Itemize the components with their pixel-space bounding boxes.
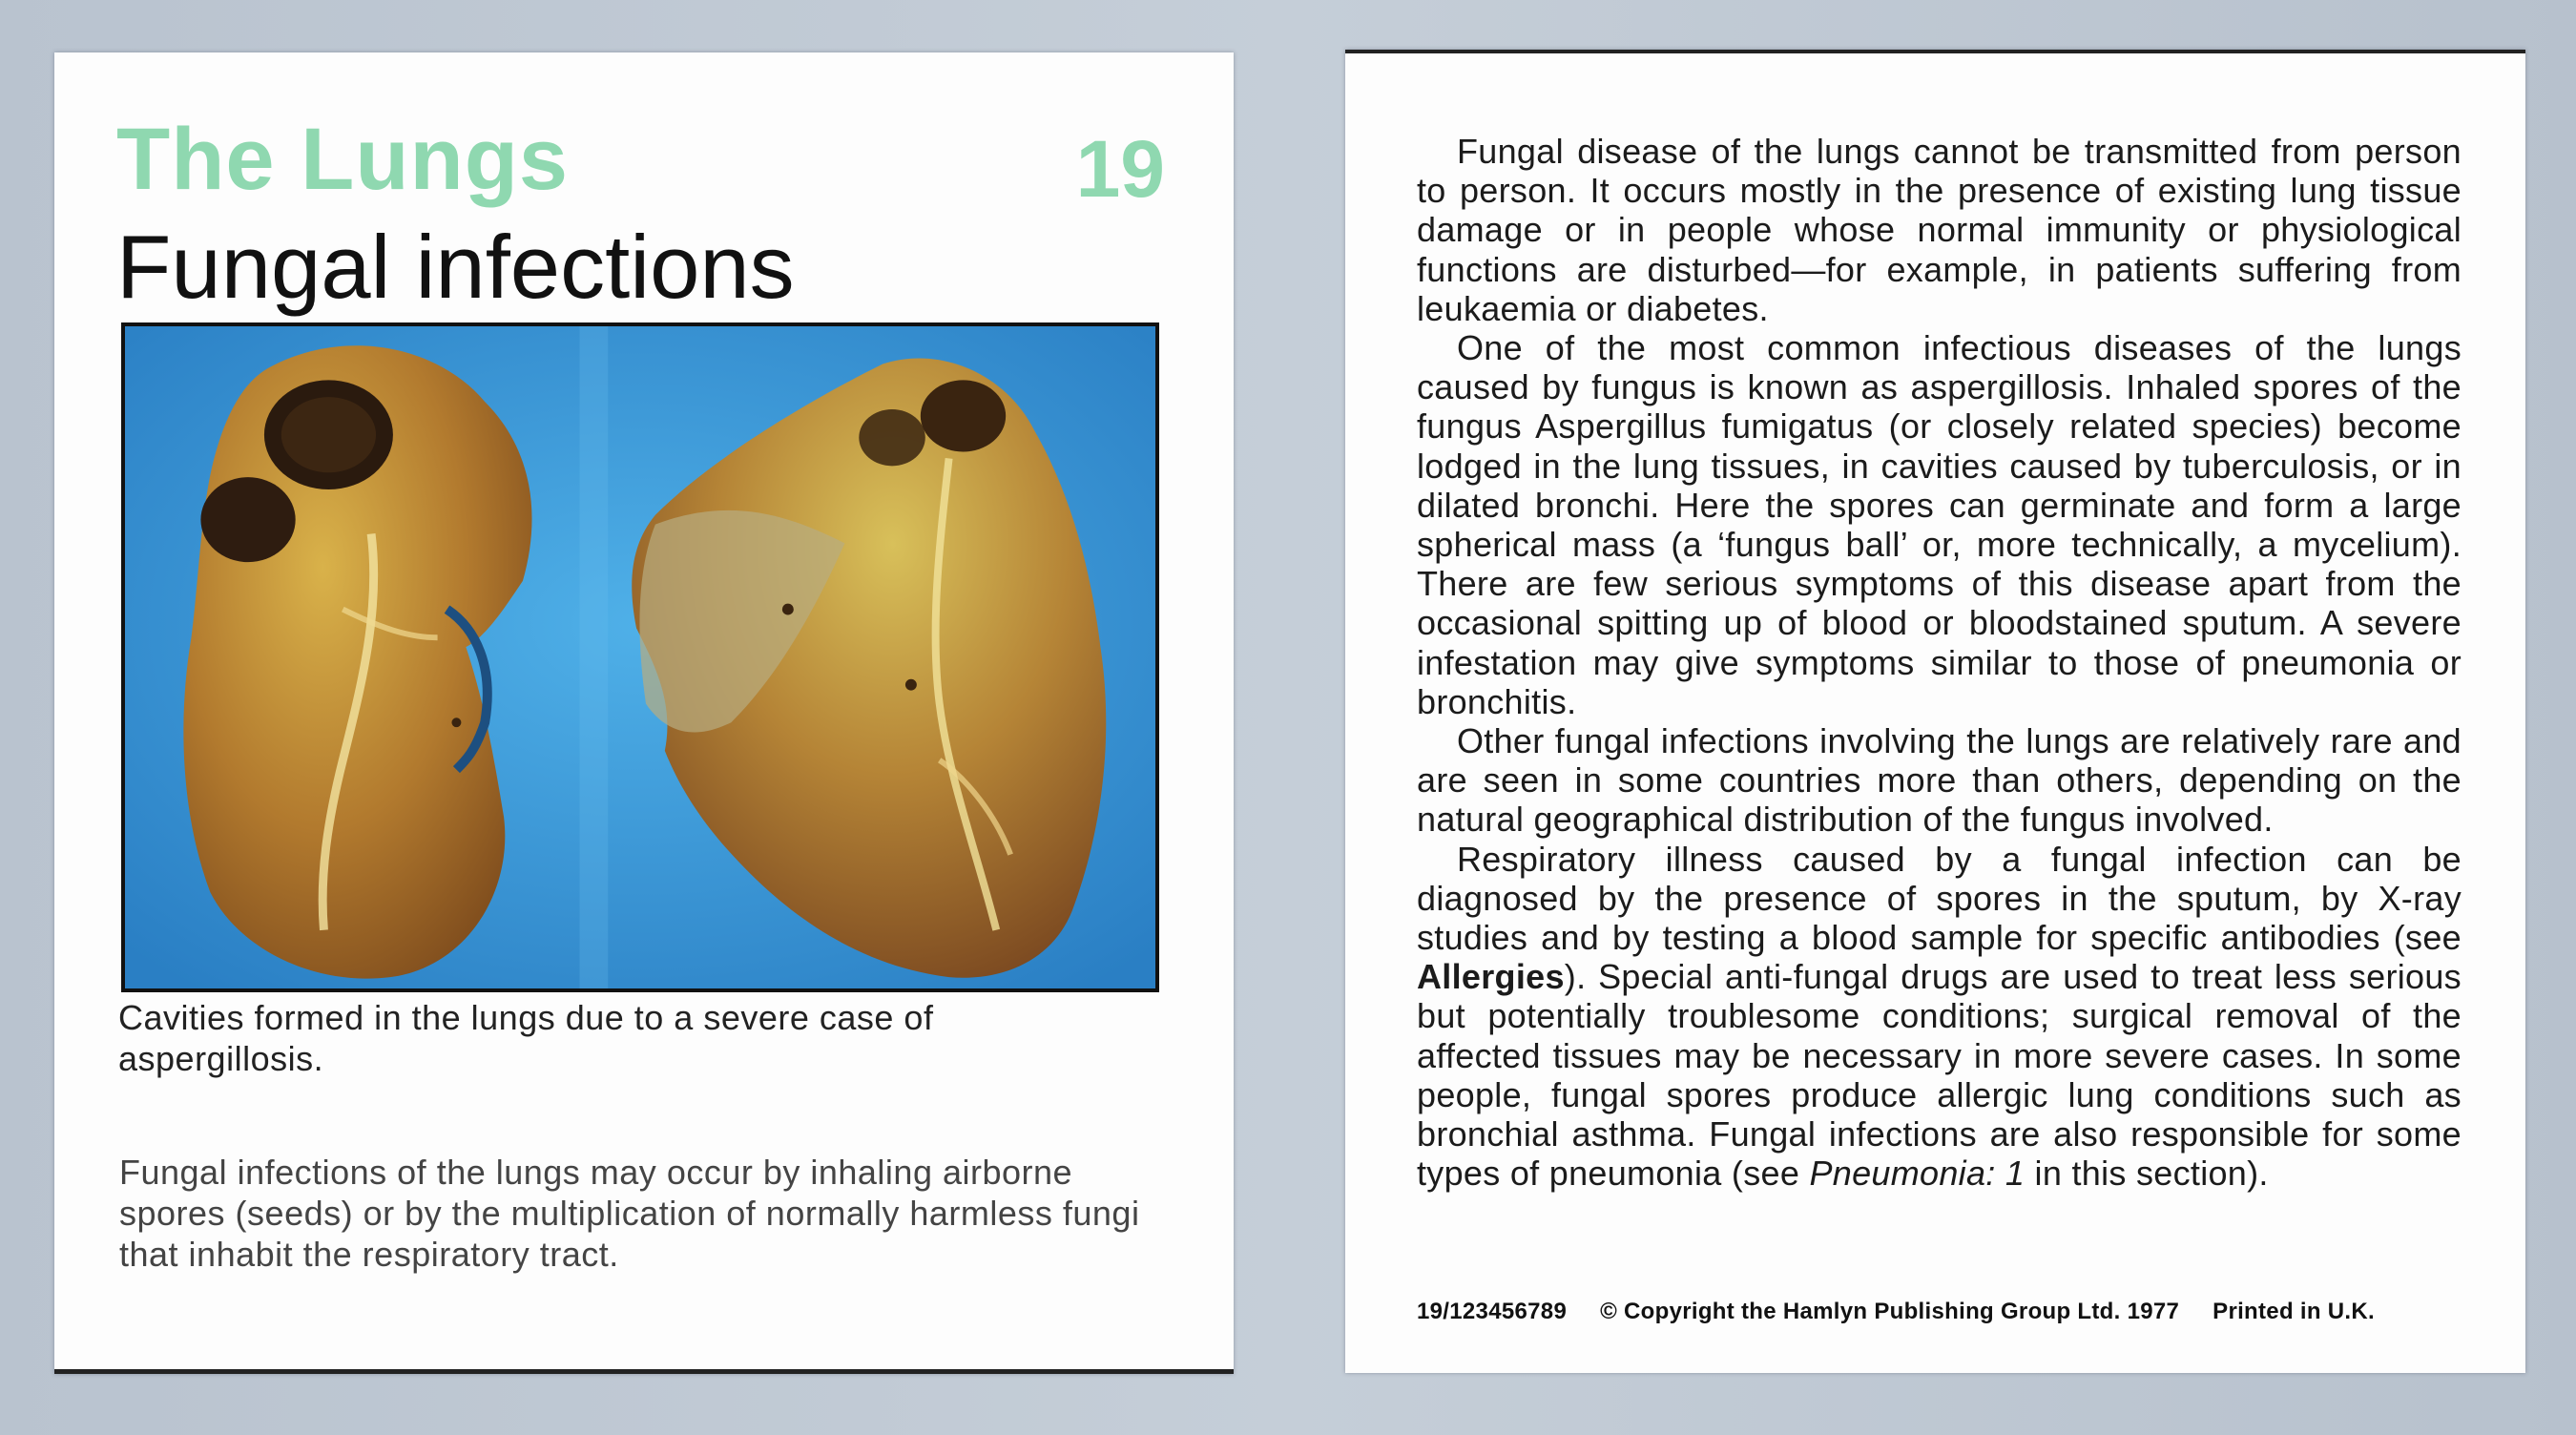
paragraph-3: Other fungal infections involving the lungs are relatively rare and are seen in some countries more than others, depending on the natural geographical distribution of the fungus involved. <box>1417 721 2462 840</box>
card-back <box>1345 50 2525 1373</box>
footer-code: 19/123456789 <box>1417 1299 1568 1324</box>
body-text <box>1417 132 2462 1193</box>
card-number: 19 <box>1075 124 1165 214</box>
series-title: The Lungs <box>116 111 570 208</box>
footer-printed: Printed in U.K. <box>2212 1299 2375 1324</box>
front-summary: Fungal infections of the lungs may occur by inhaling airborne spores (seeds) or by the multiplication of normally harmless fungi that inhabit the respiratory tract. <box>119 1153 1140 1274</box>
footer-copyright: © Copyright the Hamlyn Publishing Group Ltd. 1977 <box>1600 1299 2180 1324</box>
paragraph-2: One of the most common infectious diseases of the lungs caused by fungus is known as aspergillosis. Inhaled spores of the fungus Aspergillus fumigatus (or closely related species) become lodged in the lung tissues, in cavities caused by tuberculosis, or in dilated bronchi. Here the spores can germinate and form a large spherical mass (a ‘fungus ball’ or, more technically, a mycelium). There are few serious symptoms of this disease apart from the occasional spitting up of blood or bloodstained sputum. A severe infestation may give symptoms similar to those of pneumonia or bronchitis. <box>1417 328 2462 721</box>
lung-photo <box>121 322 1159 992</box>
paragraph-4-part-c: in this section). <box>2025 1154 2269 1194</box>
card-front <box>54 52 1234 1374</box>
paragraph-4 <box>1417 840 2462 1194</box>
allergies-reference: Allergies <box>1417 957 1565 997</box>
card-title: Fungal infections <box>116 217 795 317</box>
paragraph-4-part-b: ). Special anti-fungal drugs are used to treat less serious but potentially troublesome conditions; surgical removal of the affected tissues may be necessary in more severe cases. In some people, fungal spores produce allergic lung conditions such as bronchial asthma. Fungal infections are also responsible for some types of pneumonia (see <box>1417 957 2462 1194</box>
lung-photo-illustration <box>125 326 1155 988</box>
paragraph-1: Fungal disease of the lungs cannot be transmitted from person to person. It occurs mostly in the presence of existing lung tissue damage or in people whose normal immunity or physiological functions are disturbed—for example, in patients suffering from leukaemia or diabetes. <box>1417 132 2462 328</box>
paragraph-4-part-a: Respiratory illness caused by a fungal infection can be diagnosed by the presence of spores in the sputum, by X-ray studies and by testing a blood sample for specific antibodies (see <box>1417 839 2462 958</box>
photo-caption: Cavities formed in the lungs due to a severe case of aspergillosis. <box>118 998 934 1078</box>
pneumonia-reference: Pneumonia: 1 <box>1809 1154 2025 1194</box>
footer <box>1417 1299 2401 1325</box>
